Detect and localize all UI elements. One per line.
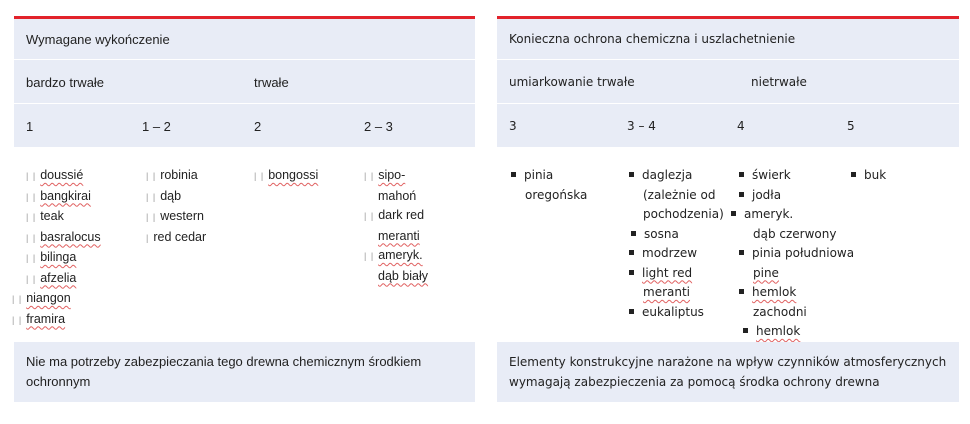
list-item: | | ameryk. (364, 248, 423, 262)
grade-2-3: 2 – 3 (364, 119, 393, 134)
list-item: | | teak (26, 209, 64, 223)
species-list-grade-3-4 (629, 166, 724, 322)
panel-title-row (14, 19, 475, 60)
species-list-grade-4 (739, 166, 854, 342)
list-item: dąb biały (378, 268, 429, 283)
grade-1: 1 (26, 119, 34, 134)
list-item: | | dark red (364, 208, 425, 222)
grade-5: 5 (847, 119, 855, 133)
list-item: meranti (378, 228, 420, 243)
list-item: pinia (511, 166, 587, 186)
panel-title-row (497, 19, 959, 60)
list-item: hemlok (739, 283, 854, 303)
list-item: | | niangon (12, 291, 71, 305)
list-item: | | western (146, 209, 204, 223)
species-list-grade-2-3 (364, 166, 428, 286)
panel-title: Konieczna ochrona chemiczna i uszlachetnienie (509, 32, 796, 46)
species-list-grade-2 (254, 166, 318, 187)
species-list-grade-5 (851, 166, 886, 186)
durability-category-row (14, 60, 475, 104)
list-item: świerk (739, 166, 854, 186)
list-item: jodła (739, 186, 854, 206)
list-item: | | bangkirai (26, 188, 91, 203)
list-item: ameryk. (731, 205, 846, 225)
list-item: | | framira (12, 311, 66, 326)
species-list-grade-3 (511, 166, 587, 205)
list-item: meranti (643, 285, 691, 299)
category-durable: trwałe (254, 75, 289, 90)
list-item: pine (753, 265, 779, 280)
note-row (497, 342, 959, 403)
list-item: zachodni (753, 304, 807, 319)
list-item: | | afzelia (26, 270, 77, 285)
durability-grade-row (497, 104, 959, 148)
durability-category-row (497, 60, 959, 104)
list-item: sosna (629, 225, 724, 245)
species-list-row (14, 148, 475, 342)
list-item: oregońska (525, 187, 588, 202)
grade-2: 2 (254, 119, 262, 134)
species-list-grade-1 (12, 166, 101, 330)
grade-1-2: 1 – 2 (142, 119, 171, 134)
list-item: | | robinia (146, 168, 198, 182)
list-item: mahoń (378, 188, 417, 203)
list-item: pinia południowa (739, 244, 854, 264)
list-item: buk (851, 166, 886, 186)
list-item: | | bilinga (26, 250, 77, 264)
list-item: | | sipo- (364, 168, 406, 182)
grade-3-4: 3 – 4 (627, 119, 656, 133)
list-item: modrzew (629, 244, 724, 264)
note-row (14, 342, 475, 403)
grade-3: 3 (509, 119, 517, 133)
list-item: | | doussié (26, 168, 84, 182)
list-item: | red cedar (146, 229, 207, 244)
list-item: eukaliptus (629, 303, 724, 323)
list-item: dąb czerwony (753, 226, 837, 241)
panel-title: Wymagane wykończenie (26, 32, 170, 47)
grade-4: 4 (737, 119, 745, 133)
category-non-durable: nietrwałe (751, 75, 807, 89)
list-item: light red (629, 264, 724, 284)
list-item: pochodzenia) (643, 207, 724, 221)
list-item: | | basralocus (26, 229, 101, 244)
list-item: (zależnie od (643, 187, 716, 202)
note-text: Nie ma potrzeby zabezpieczania tego drewna chemicznym środkiem ochronnym (26, 354, 422, 389)
species-list-grade-1-2 (146, 166, 206, 248)
chemical-protection-panel (497, 16, 959, 403)
list-item: | | bongossi (254, 168, 319, 182)
list-item: hemlok (739, 322, 854, 342)
durable-wood-panel (14, 16, 475, 403)
species-list-row (497, 148, 959, 342)
category-very-durable: bardzo trwałe (26, 75, 105, 90)
list-item: daglezja (629, 166, 724, 186)
durability-grade-row (14, 104, 475, 148)
list-item: | | dąb (146, 188, 182, 203)
category-moderately-durable: umiarkowanie trwałe (509, 75, 635, 89)
note-text: Elementy konstrukcyjne narażone na wpływ czynników atmosferycznych wymagają zabezpieczenia za pomocą środka ochrony drewna (509, 355, 947, 389)
